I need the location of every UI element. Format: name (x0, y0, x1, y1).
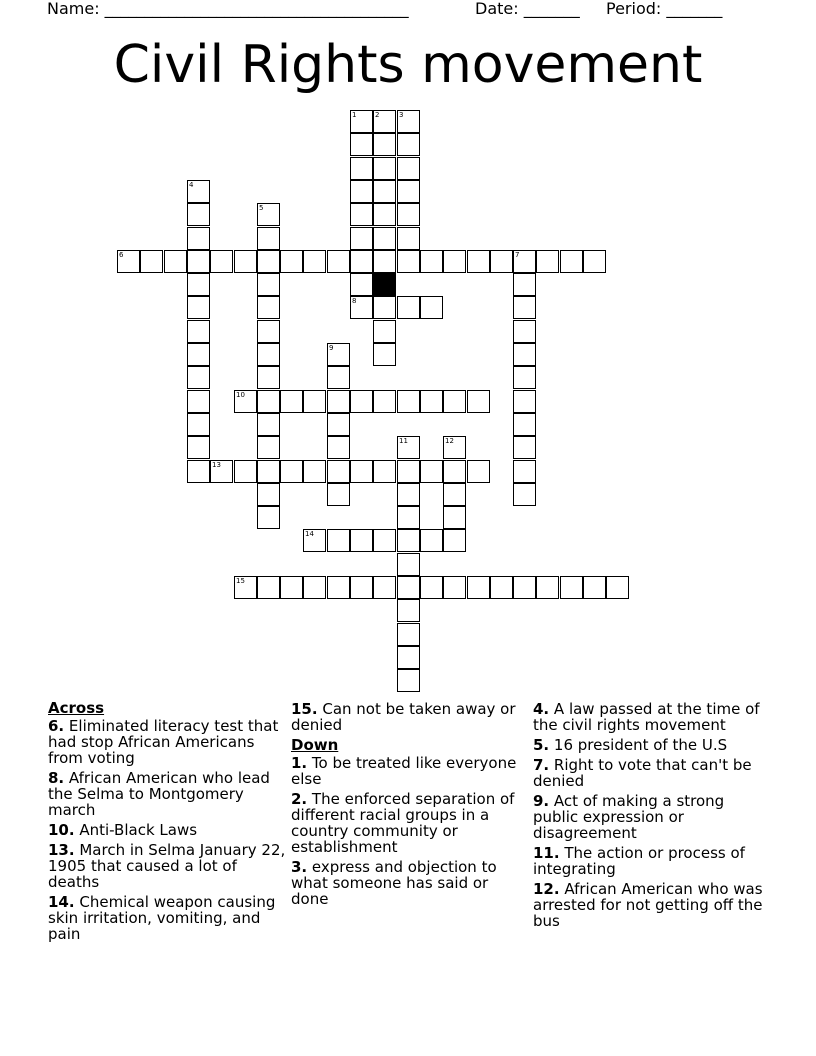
clue-number: 14 (305, 530, 314, 538)
date-field-label[interactable]: Date: _______ (475, 0, 580, 18)
crossword-cell[interactable] (187, 320, 210, 343)
clues-column-2 (291, 698, 529, 911)
clue-across-8: 8. African American who lead the Selma to Montgomery march (48, 769, 270, 819)
crossword-cell[interactable] (327, 366, 350, 389)
crossword-cell[interactable] (350, 460, 373, 483)
crossword-cell[interactable] (303, 529, 326, 552)
crossword-cell[interactable] (303, 250, 326, 273)
clue-number: 5 (259, 204, 264, 212)
crossword-cell[interactable] (373, 110, 396, 133)
crossword-cell[interactable] (397, 669, 420, 692)
clue-number: 7 (515, 251, 520, 259)
crossword-cell[interactable] (397, 529, 420, 552)
crossword-cell[interactable] (327, 413, 350, 436)
clue-across-15: 15. Can not be taken away or denied (291, 700, 516, 734)
crossword-cell[interactable] (397, 157, 420, 180)
crossword-cell[interactable] (397, 133, 420, 156)
crossword-cell[interactable] (350, 273, 373, 296)
crossword-cell[interactable] (280, 390, 303, 413)
crossword-cell[interactable] (350, 157, 373, 180)
crossword-cell[interactable] (234, 250, 257, 273)
crossword-cell[interactable] (187, 180, 210, 203)
across-heading: Across (48, 699, 105, 717)
crossword-cell[interactable] (443, 436, 466, 459)
crossword-cell[interactable] (303, 460, 326, 483)
crossword-cell[interactable] (257, 273, 280, 296)
page-title: Civil Rights movement (113, 35, 703, 95)
crossword-cell[interactable] (467, 576, 490, 599)
crossword-cell[interactable] (490, 250, 513, 273)
crossword-cell[interactable] (443, 250, 466, 273)
clues-column-1 (48, 698, 286, 946)
crossword-cell[interactable] (234, 390, 257, 413)
crossword-cell[interactable] (257, 413, 280, 436)
crossword-cell[interactable] (373, 320, 396, 343)
crossword-cell[interactable] (420, 576, 443, 599)
name-field-label[interactable]: Name: ______________________________________ (47, 0, 409, 18)
crossword-cell[interactable] (187, 413, 210, 436)
clue-down-4: 4. A law passed at the time of the civil rights movement (533, 700, 760, 734)
crossword-cell[interactable] (420, 460, 443, 483)
crossword-cell[interactable] (187, 296, 210, 319)
crossword-cell[interactable] (583, 576, 606, 599)
crossword-cell[interactable] (257, 343, 280, 366)
clue-number: 6 (119, 251, 124, 259)
crossword-cell[interactable] (350, 529, 373, 552)
crossword-cell[interactable] (490, 576, 513, 599)
crossword-cell[interactable] (443, 576, 466, 599)
crossword-cell[interactable] (257, 460, 280, 483)
crossword-cell[interactable] (443, 529, 466, 552)
clue-down-7: 7. Right to vote that can't be denied (533, 756, 752, 790)
crossword-cell[interactable] (187, 343, 210, 366)
crossword-cell[interactable] (327, 343, 350, 366)
crossword-cell[interactable] (397, 599, 420, 622)
crossword-cell[interactable] (257, 506, 280, 529)
crossword-cell[interactable] (373, 460, 396, 483)
crossword-cell[interactable] (513, 483, 536, 506)
crossword-cell[interactable] (327, 436, 350, 459)
crossword-cell[interactable] (210, 460, 233, 483)
crossword-cell[interactable] (397, 646, 420, 669)
crossword-cell[interactable] (513, 320, 536, 343)
crossword-cell[interactable] (513, 343, 536, 366)
crossword-cell[interactable] (257, 483, 280, 506)
crossword-cell[interactable] (560, 576, 583, 599)
period-field-label[interactable]: Period: _______ (606, 0, 723, 18)
crossword-cell[interactable] (257, 366, 280, 389)
clue-down-11: 11. The action or process of integrating (533, 844, 745, 878)
crossword-cell[interactable] (210, 250, 233, 273)
clue-down-2: 2. The enforced separation of different racial groups in a country community or establishment (291, 790, 515, 856)
clue-down-1: 1. To be treated like everyone else (291, 754, 517, 788)
crossword-cell[interactable] (397, 110, 420, 133)
crossword-cell[interactable] (257, 296, 280, 319)
clue-number: 9 (329, 344, 334, 352)
crossword-cell[interactable] (443, 460, 466, 483)
crossword-cell[interactable] (513, 296, 536, 319)
clue-across-10: 10. Anti-Black Laws (48, 821, 198, 839)
crossword-cell[interactable] (373, 529, 396, 552)
crossword-cell[interactable] (257, 320, 280, 343)
crossword-black-cell (373, 273, 396, 296)
crossword-cell[interactable] (443, 390, 466, 413)
crossword-cell[interactable] (420, 296, 443, 319)
crossword-cell[interactable] (467, 390, 490, 413)
crossword-cell[interactable] (397, 250, 420, 273)
crossword-cell[interactable] (513, 460, 536, 483)
crossword-cell[interactable] (467, 250, 490, 273)
crossword-cell[interactable] (187, 203, 210, 226)
crossword-cell[interactable] (420, 390, 443, 413)
crossword-cell[interactable] (443, 506, 466, 529)
crossword-cell[interactable] (397, 553, 420, 576)
crossword-cell[interactable] (513, 436, 536, 459)
clue-number: 12 (445, 437, 454, 445)
crossword-cell[interactable] (373, 343, 396, 366)
crossword-cell[interactable] (373, 576, 396, 599)
crossword-cell[interactable] (350, 110, 373, 133)
crossword-cell[interactable] (187, 227, 210, 250)
crossword-cell[interactable] (303, 390, 326, 413)
crossword-cell[interactable] (467, 460, 490, 483)
crossword-cell[interactable] (327, 529, 350, 552)
crossword-cell[interactable] (397, 296, 420, 319)
crossword-cell[interactable] (443, 483, 466, 506)
crossword-cell[interactable] (373, 157, 396, 180)
crossword-cell[interactable] (513, 576, 536, 599)
crossword-cell[interactable] (373, 250, 396, 273)
crossword-cell[interactable] (513, 390, 536, 413)
crossword-cell[interactable] (280, 576, 303, 599)
crossword-cell[interactable] (397, 460, 420, 483)
crossword-cell[interactable] (397, 390, 420, 413)
clue-number: 4 (189, 181, 194, 189)
crossword-cell[interactable] (583, 250, 606, 273)
crossword-cell[interactable] (187, 366, 210, 389)
crossword-cell[interactable] (536, 576, 559, 599)
clue-across-13: 13. March in Selma January 22, 1905 that caused a lot of deaths (48, 841, 286, 891)
clue-across-6: 6. Eliminated literacy test that had stop African Americans from voting (48, 717, 279, 767)
clue-number: 13 (212, 461, 221, 469)
clue-down-5: 5. 16 president of the U.S (533, 736, 728, 754)
crossword-cell[interactable] (397, 227, 420, 250)
crossword-cell[interactable] (187, 390, 210, 413)
clue-number: 2 (375, 111, 380, 119)
crossword-cell[interactable] (350, 180, 373, 203)
down-heading: Down (291, 736, 339, 754)
crossword-cell[interactable] (327, 460, 350, 483)
crossword-cell[interactable] (234, 576, 257, 599)
crossword-cell[interactable] (350, 203, 373, 226)
crossword-cell[interactable] (187, 250, 210, 273)
clue-down-3: 3. express and objection to what someone has said or done (291, 858, 497, 908)
crossword-cell[interactable] (350, 133, 373, 156)
crossword-cell[interactable] (350, 227, 373, 250)
crossword-cell[interactable] (397, 623, 420, 646)
crossword-cell[interactable] (373, 133, 396, 156)
crossword-cell[interactable] (350, 250, 373, 273)
crossword-cell[interactable] (373, 203, 396, 226)
clue-number: 3 (399, 111, 404, 119)
crossword-cell[interactable] (606, 576, 629, 599)
crossword-cell[interactable] (164, 250, 187, 273)
crossword-cell[interactable] (187, 273, 210, 296)
crossword-cell[interactable] (117, 250, 140, 273)
crossword-cell[interactable] (257, 250, 280, 273)
crossword-cell[interactable] (350, 390, 373, 413)
crossword-cell[interactable] (513, 250, 536, 273)
crossword-cell[interactable] (187, 460, 210, 483)
crossword-cell[interactable] (327, 576, 350, 599)
crossword-cell[interactable] (350, 576, 373, 599)
crossword-cell[interactable] (373, 180, 396, 203)
crossword-cell[interactable] (140, 250, 163, 273)
crossword-cell[interactable] (257, 227, 280, 250)
crossword-cell[interactable] (327, 483, 350, 506)
crossword-cell[interactable] (350, 296, 373, 319)
crossword-cell[interactable] (397, 203, 420, 226)
crossword-cell[interactable] (513, 413, 536, 436)
crossword-cell[interactable] (513, 273, 536, 296)
clue-down-9: 9. Act of making a strong public expression or disagreement (533, 792, 725, 842)
crossword-cell[interactable] (187, 436, 210, 459)
crossword-cell[interactable] (397, 506, 420, 529)
crossword-cell[interactable] (373, 390, 396, 413)
clue-across-14: 14. Chemical weapon causing skin irritation, vomiting, and pain (48, 893, 276, 943)
crossword-cell[interactable] (397, 483, 420, 506)
crossword-cell[interactable] (280, 250, 303, 273)
crossword-cell[interactable] (327, 390, 350, 413)
crossword-cell[interactable] (257, 436, 280, 459)
crossword-cell[interactable] (397, 576, 420, 599)
clue-number: 11 (399, 437, 408, 445)
crossword-cell[interactable] (280, 460, 303, 483)
clues-column-3 (533, 698, 771, 933)
clue-number: 10 (236, 391, 245, 399)
crossword-cell[interactable] (397, 436, 420, 459)
clue-number: 8 (352, 297, 357, 305)
crossword-cell[interactable] (327, 250, 350, 273)
clue-number: 1 (352, 111, 357, 119)
crossword-cell[interactable] (560, 250, 583, 273)
crossword-cell[interactable] (373, 227, 396, 250)
crossword-cell[interactable] (397, 180, 420, 203)
crossword-cell[interactable] (420, 250, 443, 273)
crossword-cell[interactable] (536, 250, 559, 273)
crossword-cell[interactable] (257, 203, 280, 226)
clue-down-12: 12. African American who was arrested for not getting off the bus (533, 880, 763, 930)
crossword-cell[interactable] (420, 529, 443, 552)
crossword-cell[interactable] (303, 576, 326, 599)
crossword-cell[interactable] (257, 576, 280, 599)
crossword-cell[interactable] (234, 460, 257, 483)
crossword-cell[interactable] (257, 390, 280, 413)
crossword-cell[interactable] (373, 296, 396, 319)
clue-number: 15 (236, 577, 245, 585)
crossword-cell[interactable] (513, 366, 536, 389)
